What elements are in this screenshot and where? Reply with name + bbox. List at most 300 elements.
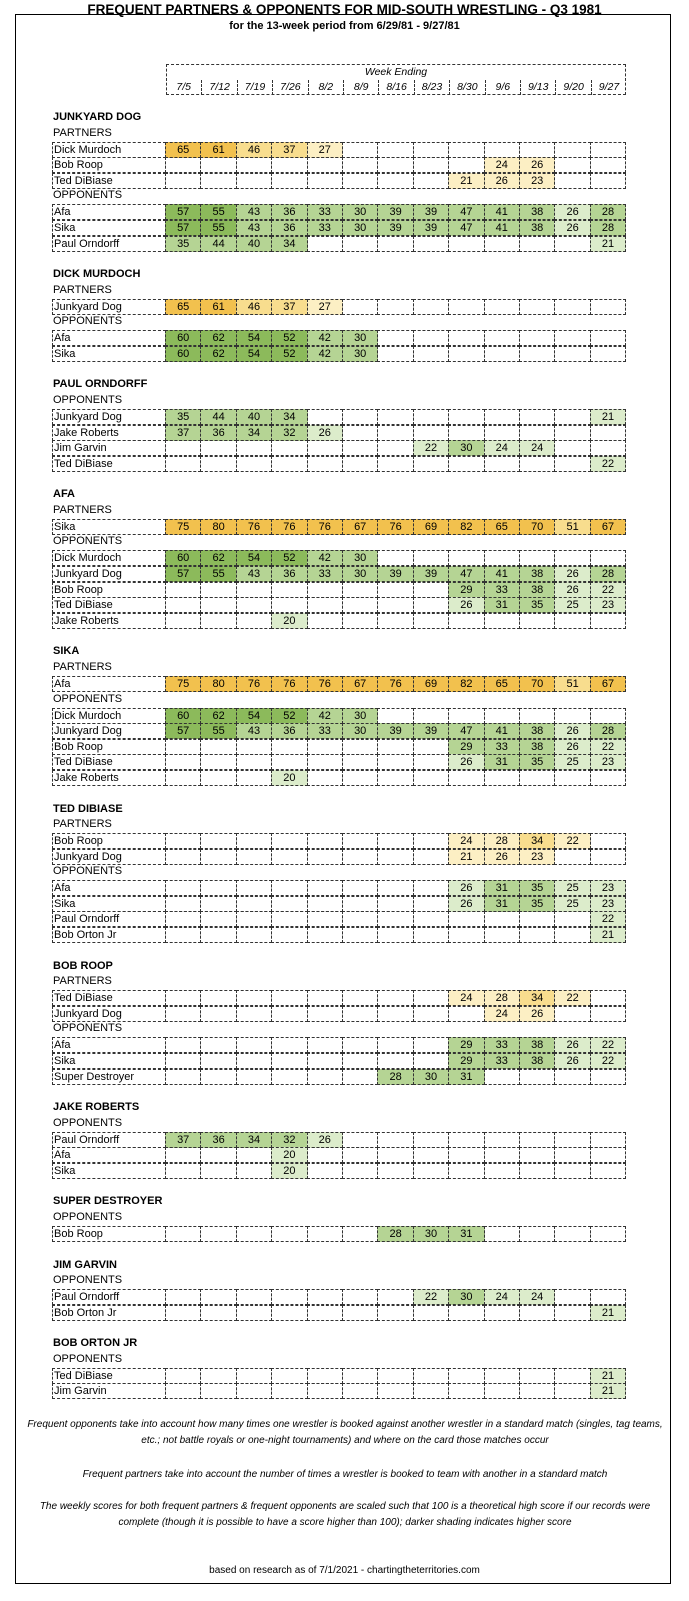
score-cell [236, 582, 272, 598]
note-text: Frequent partners take into account the number of times a wrestler is booked to team with another in a standard match [82, 1468, 608, 1480]
wrestler-name: Sika [52, 519, 166, 535]
partners-label: PARTNERS [53, 660, 112, 673]
score-cell: 27 [307, 142, 343, 158]
score-cell [554, 425, 590, 441]
score-cell [448, 425, 484, 441]
score-cell [307, 754, 343, 770]
score-cell: 26 [448, 880, 484, 896]
wrestler-name: Afa [52, 676, 166, 692]
wrestler-name: Paul Orndorff [52, 1289, 166, 1305]
score-cell: 31 [484, 754, 520, 770]
score-cell [200, 849, 236, 865]
score-cell [590, 425, 626, 441]
score-cell [413, 849, 449, 865]
score-cell: 26 [554, 204, 590, 220]
score-cell: 26 [448, 754, 484, 770]
score-cell: 37 [271, 142, 307, 158]
partner-row [52, 173, 638, 189]
score-cell [484, 1132, 520, 1148]
score-cell [590, 990, 626, 1006]
score-cell [342, 849, 378, 865]
score-cell [413, 1006, 449, 1022]
score-cell [271, 456, 307, 472]
score-cell [236, 990, 272, 1006]
score-cell: 23 [590, 880, 626, 896]
score-cell: 44 [200, 236, 236, 252]
wrestler-name: Bob Roop [52, 739, 166, 755]
score-cell: 44 [200, 409, 236, 425]
score-cell [377, 330, 413, 346]
wrestler-name: Jim Garvin [52, 440, 166, 456]
opponents-label: OPPONENTS [53, 692, 123, 705]
score-cell: 21 [448, 849, 484, 865]
score-cell: 80 [200, 519, 236, 535]
score-cell [307, 849, 343, 865]
score-cell: 21 [448, 173, 484, 189]
score-cell [377, 880, 413, 896]
score-cell [413, 330, 449, 346]
score-cell [413, 1163, 449, 1179]
score-cell: 30 [342, 204, 378, 220]
score-cell [413, 142, 449, 158]
score-cell: 39 [413, 220, 449, 236]
score-cell: 24 [519, 1289, 555, 1305]
score-cell [377, 849, 413, 865]
score-cell [342, 1147, 378, 1163]
score-cell: 21 [590, 236, 626, 252]
score-cell: 22 [554, 833, 590, 849]
score-cell: 42 [307, 708, 343, 724]
opponent-row [52, 1037, 638, 1053]
score-cell: 31 [484, 880, 520, 896]
score-cell [519, 299, 555, 315]
score-cell [271, 896, 307, 912]
score-cell [448, 456, 484, 472]
score-cell [413, 299, 449, 315]
score-cell [342, 833, 378, 849]
score-cell [165, 173, 201, 189]
wrestler-name: Afa [52, 880, 166, 896]
score-cell [307, 1069, 343, 1085]
score-cell: 69 [413, 676, 449, 692]
score-cell [200, 597, 236, 613]
wrestler-name: Sika [52, 346, 166, 362]
score-cell [200, 157, 236, 173]
score-cell: 67 [342, 676, 378, 692]
score-cell: 55 [200, 566, 236, 582]
wrestler-name: Afa [52, 1147, 166, 1163]
score-cell: 65 [484, 519, 520, 535]
score-cell [342, 1006, 378, 1022]
score-cell: 54 [236, 346, 272, 362]
score-cell [200, 770, 236, 786]
wrestler-name: Dick Murdoch [52, 142, 166, 158]
partners-label: PARTNERS [53, 283, 112, 296]
opponent-row [52, 456, 638, 472]
score-cell [377, 708, 413, 724]
score-cell [590, 613, 626, 629]
wrestler-name: Junkyard Dog [52, 1006, 166, 1022]
score-cell: 82 [448, 519, 484, 535]
score-cell [377, 346, 413, 362]
opponent-row [52, 220, 638, 236]
score-cell: 60 [165, 550, 201, 566]
score-cell [590, 173, 626, 189]
score-cell [554, 1305, 590, 1321]
score-cell: 26 [307, 1132, 343, 1148]
score-cell: 36 [271, 566, 307, 582]
score-cell [307, 1163, 343, 1179]
score-cell [165, 1006, 201, 1022]
wrestler-name: Bob Roop [52, 1226, 166, 1242]
score-cell: 67 [590, 519, 626, 535]
score-cell: 55 [200, 723, 236, 739]
score-cell [519, 1163, 555, 1179]
score-cell [377, 1132, 413, 1148]
opponents-label: OPPONENTS [53, 865, 123, 878]
score-cell: 82 [448, 676, 484, 692]
score-cell [236, 1163, 272, 1179]
page-subtitle: for the 13-week period from 6/29/81 - 9/27/81 [229, 20, 460, 32]
score-cell [377, 911, 413, 927]
score-cell [377, 927, 413, 943]
score-cell: 34 [519, 833, 555, 849]
score-cell [236, 739, 272, 755]
score-cell [413, 990, 449, 1006]
score-cell [448, 299, 484, 315]
partner-row [52, 849, 638, 865]
score-cell [200, 456, 236, 472]
score-cell: 29 [448, 1053, 484, 1069]
score-cell: 34 [271, 409, 307, 425]
score-cell: 38 [519, 723, 555, 739]
score-cell [200, 911, 236, 927]
score-cell [307, 1226, 343, 1242]
score-cell [448, 142, 484, 158]
score-cell: 35 [519, 597, 555, 613]
score-cell [377, 597, 413, 613]
score-cell [271, 880, 307, 896]
score-cell [236, 1053, 272, 1069]
score-cell [236, 1069, 272, 1085]
score-cell [271, 1305, 307, 1321]
opponents-label: OPPONENTS [53, 1116, 123, 1129]
score-cell: 22 [590, 1053, 626, 1069]
score-cell [448, 236, 484, 252]
score-cell [271, 582, 307, 598]
score-cell [590, 833, 626, 849]
score-cell [413, 456, 449, 472]
score-cell [165, 911, 201, 927]
score-cell [342, 597, 378, 613]
score-cell [200, 1037, 236, 1053]
wrestler-name: Jim Garvin [52, 1383, 166, 1399]
score-cell [448, 927, 484, 943]
score-cell: 46 [236, 299, 272, 315]
score-cell: 51 [554, 676, 590, 692]
score-cell [554, 613, 590, 629]
score-cell [342, 1053, 378, 1069]
score-cell [484, 425, 520, 441]
score-cell [413, 425, 449, 441]
score-cell [413, 770, 449, 786]
score-cell [307, 173, 343, 189]
score-cell [271, 440, 307, 456]
score-cell [590, 157, 626, 173]
score-cell: 33 [307, 723, 343, 739]
score-cell [519, 1305, 555, 1321]
score-cell: 54 [236, 708, 272, 724]
score-cell [413, 1147, 449, 1163]
score-cell: 55 [200, 220, 236, 236]
score-cell [236, 1305, 272, 1321]
score-cell: 69 [413, 519, 449, 535]
section-title: SUPER DESTROYER [53, 1195, 163, 1208]
score-cell [484, 236, 520, 252]
score-cell [519, 236, 555, 252]
score-cell [448, 409, 484, 425]
score-cell [590, 770, 626, 786]
score-cell [377, 1368, 413, 1384]
score-cell: 28 [484, 990, 520, 1006]
score-cell [165, 1368, 201, 1384]
wrestler-name: Afa [52, 330, 166, 346]
score-cell [165, 849, 201, 865]
score-cell [413, 613, 449, 629]
section-title: JIM GARVIN [53, 1258, 117, 1271]
score-cell: 24 [484, 1006, 520, 1022]
score-cell: 24 [484, 1289, 520, 1305]
score-cell [519, 1147, 555, 1163]
score-cell: 43 [236, 723, 272, 739]
score-cell [307, 770, 343, 786]
score-cell: 57 [165, 220, 201, 236]
opponent-row [52, 1305, 638, 1321]
score-cell [342, 173, 378, 189]
score-cell [484, 1226, 520, 1242]
score-cell: 25 [554, 896, 590, 912]
opponent-row [52, 330, 638, 346]
score-cell: 65 [484, 676, 520, 692]
score-cell [413, 1053, 449, 1069]
wrestler-name: Paul Orndorff [52, 1132, 166, 1148]
score-cell: 21 [590, 409, 626, 425]
score-cell: 30 [342, 566, 378, 582]
score-cell: 26 [554, 723, 590, 739]
score-cell: 22 [413, 440, 449, 456]
opponent-row [52, 550, 638, 566]
score-cell [590, 1006, 626, 1022]
score-cell [236, 1037, 272, 1053]
score-cell: 26 [307, 425, 343, 441]
score-cell: 24 [484, 157, 520, 173]
score-cell: 28 [590, 723, 626, 739]
score-cell [342, 1069, 378, 1085]
section-title: JAKE ROBERTS [53, 1101, 140, 1114]
score-cell [342, 1037, 378, 1053]
score-cell [200, 880, 236, 896]
score-cell [484, 1305, 520, 1321]
score-cell [448, 346, 484, 362]
score-cell [377, 1147, 413, 1163]
score-cell: 43 [236, 566, 272, 582]
score-cell: 51 [554, 519, 590, 535]
score-cell: 60 [165, 330, 201, 346]
score-cell [377, 896, 413, 912]
score-cell: 21 [590, 1368, 626, 1384]
score-cell [200, 990, 236, 1006]
score-cell [484, 770, 520, 786]
score-cell: 38 [519, 1053, 555, 1069]
score-cell: 28 [590, 204, 626, 220]
score-cell: 20 [271, 1147, 307, 1163]
score-cell: 47 [448, 723, 484, 739]
score-cell: 30 [342, 708, 378, 724]
score-cell: 36 [200, 1132, 236, 1148]
score-cell [342, 896, 378, 912]
score-cell: 25 [554, 597, 590, 613]
partner-row [52, 990, 638, 1006]
score-cell [377, 299, 413, 315]
score-cell [377, 425, 413, 441]
score-cell: 35 [165, 236, 201, 252]
opponent-row [52, 566, 638, 582]
score-cell [377, 1053, 413, 1069]
score-cell [554, 708, 590, 724]
score-cell: 24 [448, 990, 484, 1006]
score-cell [484, 299, 520, 315]
score-cell [377, 236, 413, 252]
score-cell [200, 440, 236, 456]
score-cell [165, 456, 201, 472]
score-cell: 26 [519, 157, 555, 173]
score-cell [413, 597, 449, 613]
score-cell: 21 [590, 1383, 626, 1399]
score-cell: 22 [413, 1289, 449, 1305]
score-cell: 22 [590, 456, 626, 472]
wrestler-name: Sika [52, 896, 166, 912]
score-cell: 22 [590, 911, 626, 927]
score-cell [377, 754, 413, 770]
score-cell [342, 927, 378, 943]
wrestler-name: Junkyard Dog [52, 723, 166, 739]
score-cell [307, 990, 343, 1006]
score-cell [519, 409, 555, 425]
wrestler-name: Jake Roberts [52, 770, 166, 786]
score-cell [236, 1006, 272, 1022]
score-cell: 61 [200, 299, 236, 315]
score-cell [590, 346, 626, 362]
score-cell [165, 1289, 201, 1305]
score-cell: 20 [271, 613, 307, 629]
note-text: The weekly scores for both frequent partners & frequent opponents are scaled such that 100 is a theoretical high score if our records were complete (though it is possible to have a score higher than 100); darker shading indicates higher score [39, 1500, 651, 1528]
score-cell [342, 1383, 378, 1399]
score-cell [307, 1037, 343, 1053]
score-cell [413, 157, 449, 173]
wrestler-name: Ted DiBiase [52, 173, 166, 189]
score-cell: 67 [590, 676, 626, 692]
opponent-row [52, 1289, 638, 1305]
score-cell [200, 1289, 236, 1305]
wrestler-name: Afa [52, 1037, 166, 1053]
score-cell [342, 236, 378, 252]
opponent-row [52, 597, 638, 613]
score-cell [590, 1069, 626, 1085]
score-cell [307, 236, 343, 252]
score-cell [236, 849, 272, 865]
score-cell [484, 1069, 520, 1085]
score-cell [342, 456, 378, 472]
score-cell: 23 [590, 754, 626, 770]
opponents-label: OPPONENTS [53, 535, 123, 548]
score-cell: 76 [377, 519, 413, 535]
score-cell: 52 [271, 330, 307, 346]
score-cell [165, 754, 201, 770]
score-cell [413, 550, 449, 566]
score-cell [413, 927, 449, 943]
score-cell: 23 [590, 597, 626, 613]
score-cell: 38 [519, 739, 555, 755]
score-cell: 37 [165, 1132, 201, 1148]
score-cell: 28 [377, 1069, 413, 1085]
score-cell [413, 1305, 449, 1321]
score-cell [200, 582, 236, 598]
page-title: FREQUENT PARTNERS & OPPONENTS FOR MID-SOUTH WRESTLING - Q3 1981 [87, 2, 602, 17]
score-cell: 23 [590, 896, 626, 912]
score-cell [165, 1163, 201, 1179]
partners-label: PARTNERS [53, 818, 112, 830]
score-cell [413, 739, 449, 755]
wrestler-name: Paul Orndorff [52, 236, 166, 252]
opponent-row [52, 582, 638, 598]
score-cell: 35 [165, 409, 201, 425]
score-cell [554, 1006, 590, 1022]
score-cell [236, 456, 272, 472]
score-cell: 32 [271, 1132, 307, 1148]
score-cell [377, 142, 413, 158]
score-cell [448, 550, 484, 566]
score-cell [165, 613, 201, 629]
opponent-row [52, 204, 638, 220]
score-cell [554, 1289, 590, 1305]
score-cell [413, 1383, 449, 1399]
score-cell [307, 1383, 343, 1399]
score-cell: 38 [519, 582, 555, 598]
score-cell [236, 1383, 272, 1399]
score-cell [554, 1383, 590, 1399]
score-cell [200, 1226, 236, 1242]
score-cell [519, 770, 555, 786]
opponent-row [52, 236, 638, 252]
score-cell [519, 927, 555, 943]
wrestler-name: Bob Roop [52, 157, 166, 173]
score-cell: 33 [484, 739, 520, 755]
score-cell [271, 1053, 307, 1069]
opponents-label: OPPONENTS [53, 1352, 123, 1365]
score-cell [484, 613, 520, 629]
score-cell: 30 [413, 1069, 449, 1085]
score-cell: 31 [448, 1069, 484, 1085]
score-cell: 28 [484, 833, 520, 849]
score-cell [271, 754, 307, 770]
opponent-row [52, 927, 638, 943]
partners-label: PARTNERS [53, 503, 112, 516]
score-cell: 38 [519, 220, 555, 236]
score-cell: 57 [165, 566, 201, 582]
score-cell: 57 [165, 723, 201, 739]
score-cell [448, 1383, 484, 1399]
score-cell [554, 927, 590, 943]
